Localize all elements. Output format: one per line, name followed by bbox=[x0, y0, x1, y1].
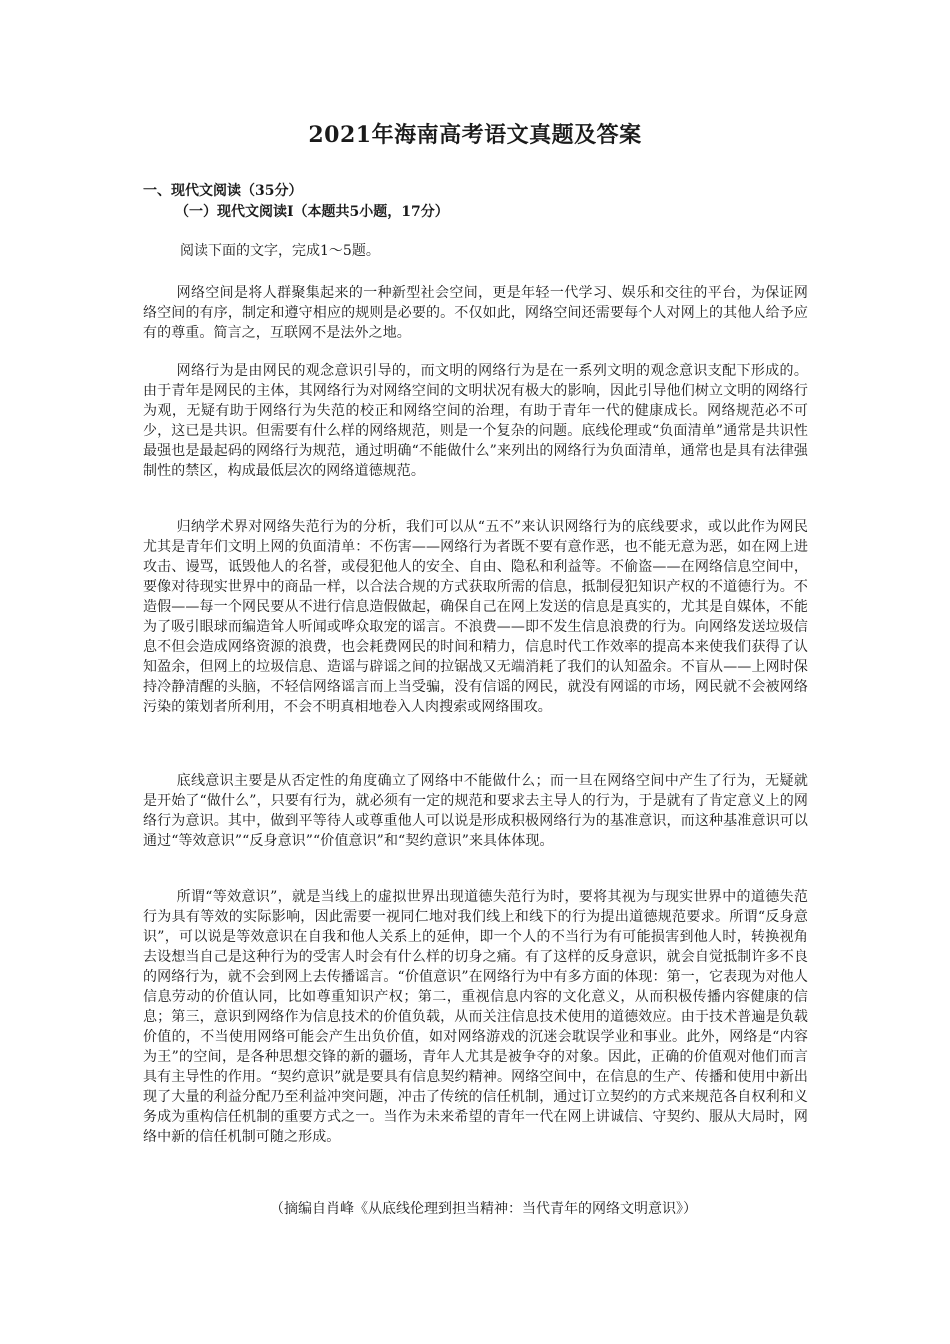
paragraph-4: 底线意识主要是从否定性的角度确立了网络中不能做什么；而一旦在网络空间中产生了行为，无疑就是开始了“做什么”，只要有行为，就必须有一定的规范和要求去主导人的行为，于是就有了肯定意义上的网络行为意识。其中，做到平等待人或尊重他人可以说是形成积极网络行为的基准意识，而这种基准意识可以通过“等效意识”“反身意识”“价值意识”和“契约意识”来具体体现。 bbox=[143, 773, 808, 849]
section-heading: 一、现代文阅读（35分） bbox=[143, 183, 303, 199]
paragraph-3: 归纳学术界对网络失范行为的分析，我们可以从“五不”来认识网络行为的底线要求，或以此作为网民尤其是青年们文明上网的负面清单：不伤害——网络行为者既不要有意作恶，也不能无意为恶，如在网上进攻击、谩骂，诋毁他人的名誉，或侵犯他人的安全、自由、隐私和利益等。不偷盗——在网络信息空间中，要像对待现实世界中的商品一样，以合法合规的方式获取所需的信息，抵制侵犯知识产权的不道德行为。不造假——每一个网民要从不进行信息造假做起，确保自己在网上发送的信息是真实的，尤其是自媒体，不能为了吸引眼球而编造耸人听闻或哗众取宠的谣言。不浪费——即不发生信息浪费的行为。向网络发送垃圾信息不但会造成网络资源的浪费，也会耗费网民的时间和精力，信息时代工作效率的提高本来使我们获得了认知盈余，但网上的垃圾信息、造谣与辟谣之间的拉锯战又无端消耗了我们的认知盈余。不盲从——上网时保持冷静清醒的头脑，不轻信网络谣言而上当受骗，没有信谣的网民，就没有网谣的市场，网民就不会被网络污染的策划者所利用，不会不明真相地卷入人肉搜索或网络围攻。 bbox=[143, 519, 808, 715]
paragraph-5: 所谓“等效意识”，就是当线上的虚拟世界出现道德失范行为时，要将其视为与现实世界中的道德失范行为具有等效的实际影响，因此需要一视同仁地对我们线上和线下的行为提出道德规范要求。所谓“反身意识”，可以说是等效意识在自我和他人关系上的延伸，即一个人的不当行为有可能损害到他人时，转换视角去设想当自己是这种行为的受害人时会有什么样的切身之痛。有了这样的反身意识，就会自觉抵制许多不良的网络行为，就不会到网上去传播谣言。“价值意识”在网络行为中有多方面的体现：第一，它表现为对他人信息劳动的价值认同，比如尊重知识产权；第二，重视信息内容的文化意义，从而积极传播内容健康的信息；第三，意识到网络作为信息技术的价值负载，从而关注信息技术使用的道德效应。由于技术普遍是负载价值的，不当使用网络可能会产生出负价值，如对网络游戏的沉迷会耽误学业和事业。此外，网络是“内容为王”的空间，是各种思想交锋的新的疆场，青年人尤其是被争夺的对象。因此，正确的价值观对他们而言具有主导性的作用。“契约意识”就是要具有信息契约精神。网络空间中，在信息的生产、传播和使用中新出现了大量的利益分配乃至利益冲突问题，冲击了传统的信任机制，通过订立契约的方式来规范各自权利和义务成为重构信任机制的重要方式之一。当作为未来希望的青年一代在网上讲诚信、守契约、服从大局时，网络中新的信任机制可随之形成。 bbox=[143, 889, 808, 1145]
paragraph-2: 网络行为是由网民的观念意识引导的，而文明的网络行为是在一系列文明的观念意识支配下形成的。由于青年是网民的主体，其网络行为对网络空间的文明状况有极大的影响，因此引导他们树立文明的网络行为观，无疑有助于网络行为失范的校正和网络空间的治理，有助于青年一代的健康成长。网络规范必不可少，这已是共识。但需要有什么样的网络规范，则是一个复杂的问题。底线伦理或“负面清单”通常是共识性最强也是最起码的网络行为规范，通过明确“不能做什么”来列出的网络行为负面清单，通常也是具有法律强制性的禁区，构成最低层次的网络道德规范。 bbox=[143, 363, 808, 479]
source-citation: （摘编自肖峰《从底线伦理到担当精神：当代青年的网络文明意识》） bbox=[270, 1201, 697, 1217]
paragraph-1: 网络空间是将人群聚集起来的一种新型社会空间，更是年轻一代学习、娱乐和交往的平台，为保证网络空间的有序，制定和遵守相应的规则是必要的。不仅如此，网络空间还需要每个人对网上的其他人给予应有的尊重。简言之，互联网不是法外之地。 bbox=[143, 285, 808, 341]
subsection-heading: （一）现代文阅读Ⅰ（本题共5小题，17分） bbox=[175, 204, 449, 220]
document-title: 2021年海南高考语文真题及答案 bbox=[308, 122, 642, 148]
reading-instruction: 阅读下面的文字，完成1～5题。 bbox=[180, 243, 380, 259]
